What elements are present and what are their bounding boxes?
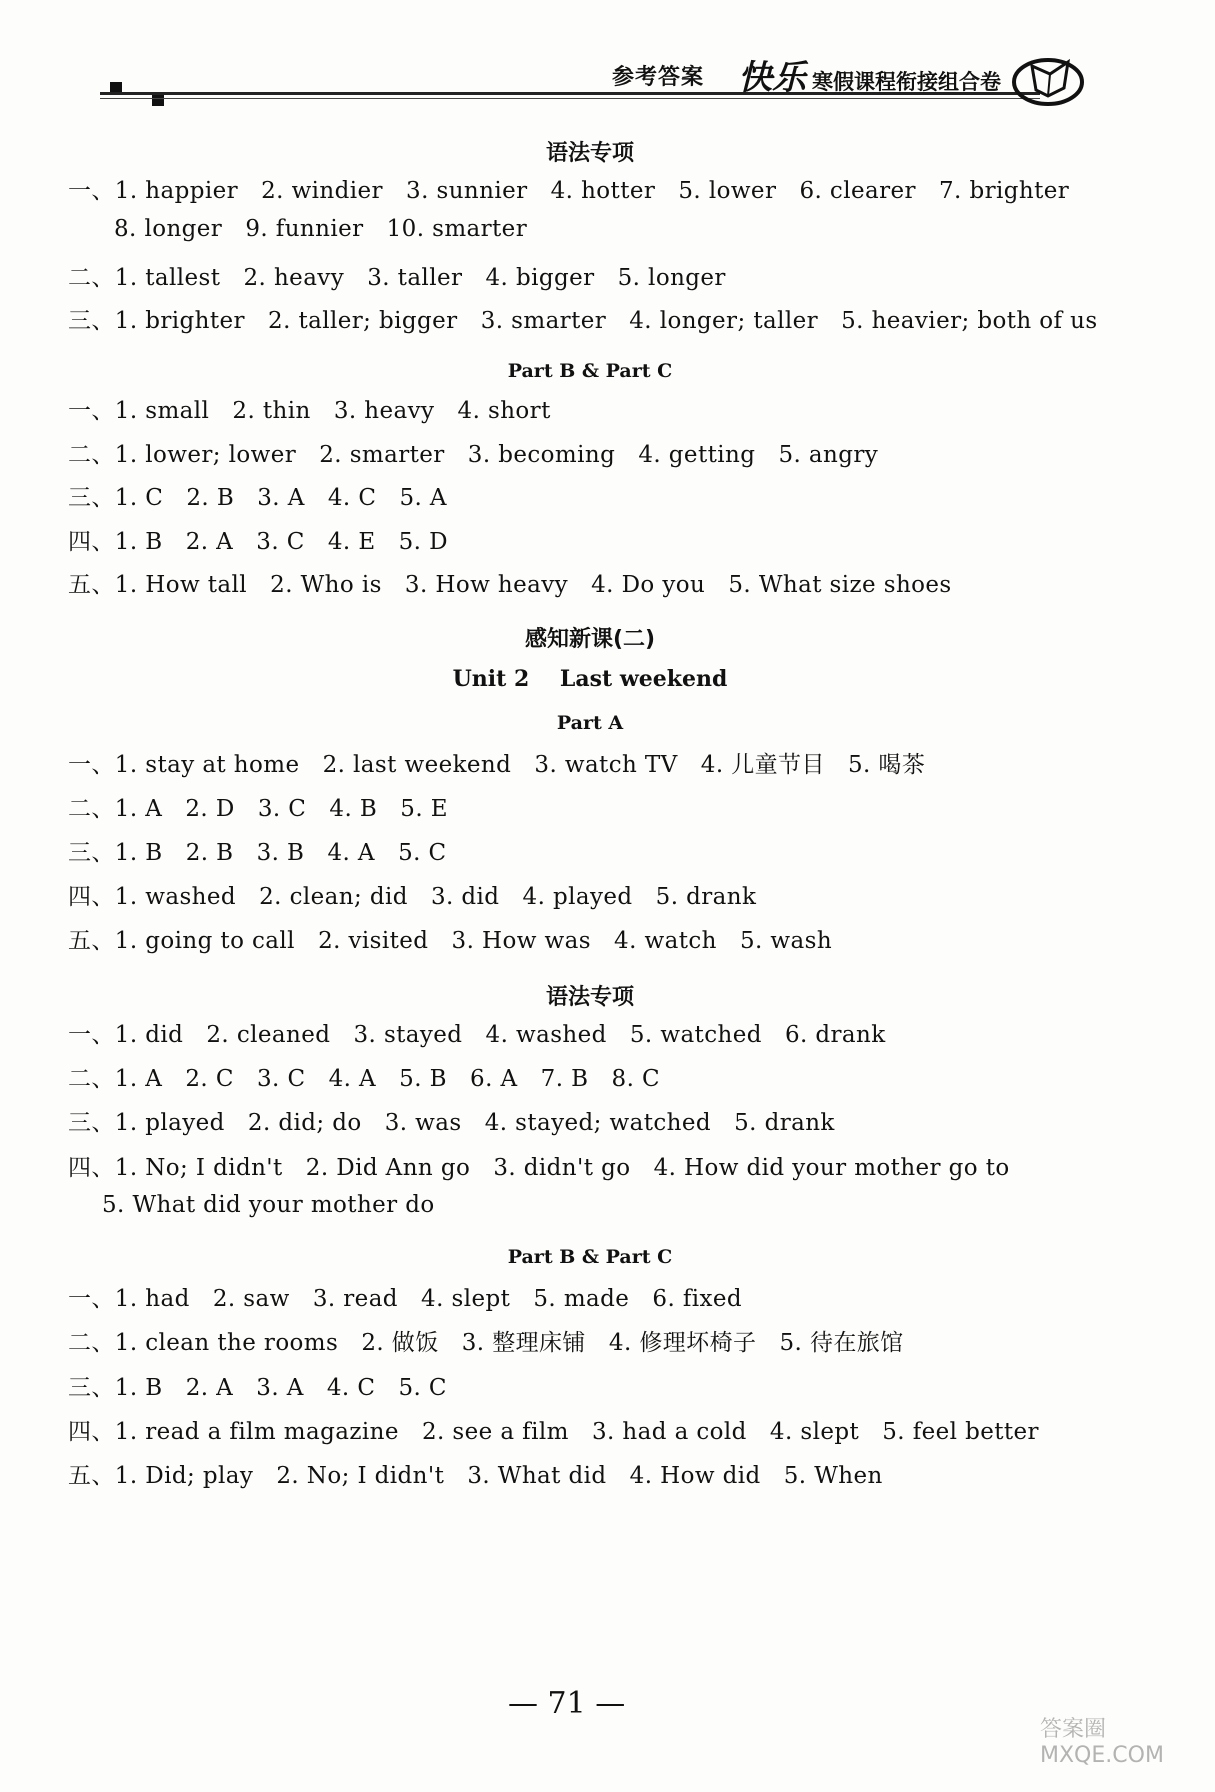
page-header: [0, 0, 1215, 120]
answer-line: 三、1. B 2. B 3. B 4. A 5. C: [68, 840, 447, 866]
section-heading: 感知新课(二): [524, 627, 656, 652]
section-heading: Part B & Part C: [507, 1246, 673, 1268]
section-heading: Unit 2 Last weekend: [452, 666, 728, 692]
answer-line: 二、1. A 2. D 3. C 4. B 5. E: [68, 796, 448, 822]
answer-line: 四、1. read a film magazine 2. see a film 3. had a cold 4. slept 5. feel better: [68, 1419, 1039, 1445]
answer-line: 五、1. How tall 2. Who is 3. How heavy 4. Do you 5. What size shoes: [68, 572, 952, 598]
section-heading: 语法专项: [545, 141, 634, 166]
answer-line: 三、1. brighter 2. taller; bigger 3. smarter 4. longer; taller 5. heavier; both of us: [68, 308, 1098, 334]
header-square-ornament: [152, 94, 164, 106]
answer-line: 五、1. going to call 2. visited 3. How was 4. watch 5. wash: [68, 928, 833, 954]
answer-line: 一、1. happier 2. windier 3. sunnier 4. hotter 5. lower 6. clearer 7. brighter: [68, 178, 1070, 204]
answer-line: 二、1. A 2. C 3. C 4. A 5. B 6. A 7. B 8. C: [68, 1066, 661, 1092]
header-rule-thin: [100, 98, 1040, 99]
answer-line: 二、1. lower; lower 2. smarter 3. becoming 4. getting 5. angry: [68, 442, 879, 468]
answer-line: 一、1. had 2. saw 3. read 4. slept 5. made 6. fixed: [68, 1286, 743, 1312]
answer-line: 一、1. did 2. cleaned 3. stayed 4. washed 5. watched 6. drank: [68, 1022, 886, 1048]
answer-line: 四、1. No; I didn't 2. Did Ann go 3. didn't go 4. How did your mother go to: [68, 1155, 1010, 1181]
answer-line: 四、1. B 2. A 3. C 4. E 5. D: [68, 529, 448, 555]
section-heading: 语法专项: [545, 985, 634, 1010]
watermark: 答案圈 MXQE.COM: [1040, 1717, 1164, 1768]
section-heading: Part B & Part C: [507, 360, 673, 382]
answer-line: 二、1. clean the rooms 2. 做饭 3. 整理床铺 4. 修理坏椅子 5. 待在旅馆: [68, 1330, 904, 1356]
answer-line: 五、1. Did; play 2. No; I didn't 3. What did 4. How did 5. When: [68, 1463, 883, 1489]
answer-line: 5. What did your mother do: [102, 1192, 435, 1218]
answer-line: 四、1. washed 2. clean; did 3. did 4. played 5. drank: [68, 884, 757, 910]
section-heading: Part A: [556, 712, 624, 734]
answer-line: 一、1. stay at home 2. last weekend 3. watch TV 4. 儿童节目 5. 喝茶: [68, 752, 926, 778]
book-logo-icon: [1010, 52, 1090, 108]
page-number: — 71 —: [508, 1686, 626, 1721]
answer-line: 三、1. B 2. A 3. A 4. C 5. C: [68, 1375, 447, 1401]
header-brand: 快乐: [738, 58, 806, 98]
answer-line: 三、1. played 2. did; do 3. was 4. stayed; watched 5. drank: [68, 1110, 835, 1136]
answer-line: 二、1. tallest 2. heavy 3. taller 4. bigger 5. longer: [68, 265, 726, 291]
answer-line: 三、1. C 2. B 3. A 4. C 5. A: [68, 485, 447, 511]
answer-line: 一、1. small 2. thin 3. heavy 4. short: [68, 398, 551, 424]
header-subtitle: 寒假课程衔接组合卷: [812, 70, 1001, 94]
header-label: 参考答案: [612, 65, 705, 90]
answer-line: 8. longer 9. funnier 10. smarter: [114, 216, 528, 242]
